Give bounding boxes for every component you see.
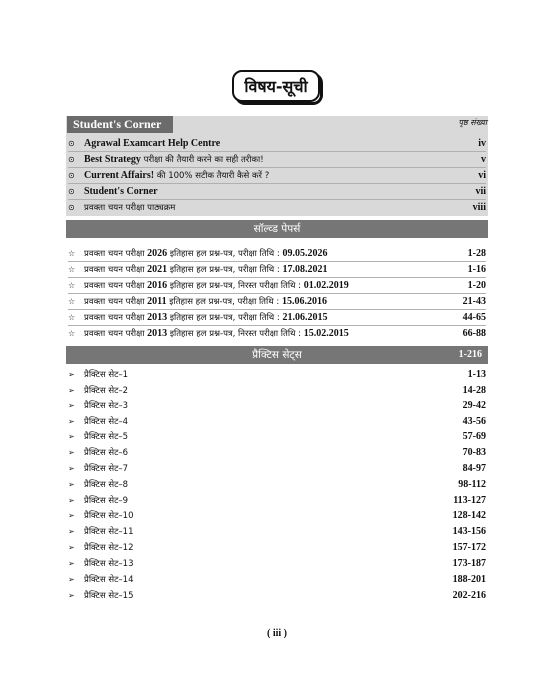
toc-entry-text: प्रैक्टिस सेट–7 bbox=[84, 463, 129, 474]
toc-row[interactable] bbox=[68, 444, 486, 460]
toc-row[interactable] bbox=[68, 413, 486, 429]
page-title-text: विषय-सूची bbox=[244, 77, 308, 96]
toc-page-number: 128-142 bbox=[452, 509, 486, 521]
toc-entry-text: Current Affairs! की 100% सटीक तैयारी कैसे करें ? bbox=[84, 169, 270, 181]
toc-entry-text: Best Strategy परीक्षा की तैयारी करने का सही तरीका! bbox=[84, 153, 264, 165]
toc-row[interactable] bbox=[68, 539, 486, 555]
toc-page-number: 66-88 bbox=[462, 327, 486, 339]
toc-page-number: 188-201 bbox=[452, 573, 486, 585]
arrow-bullet-icon: ➢ bbox=[68, 590, 75, 600]
toc-entry-text: प्रैक्टिस सेट–15 bbox=[84, 590, 134, 601]
toc-page-number: vi bbox=[478, 169, 486, 181]
toc-entry-text: प्रैक्टिस सेट–12 bbox=[84, 542, 134, 553]
solved-papers-heading-text: सॉल्व्ड पेपर्स bbox=[253, 223, 301, 235]
star-bullet-icon: ☆ bbox=[68, 248, 76, 258]
practice-sets-heading bbox=[66, 346, 488, 364]
circle-bullet-icon: ⊙ bbox=[68, 154, 75, 164]
toc-row[interactable] bbox=[68, 555, 486, 571]
toc-row[interactable] bbox=[68, 460, 486, 476]
toc-entry-text: प्रवक्ता चयन परीक्षा 2013 इतिहास हल प्रश्न-पत्र, परीक्षा तिथि : 21.06.2015 bbox=[84, 311, 328, 323]
toc-page-number: 143-156 bbox=[452, 525, 486, 537]
toc-row[interactable] bbox=[68, 277, 486, 294]
practice-sets-heading-text: प्रैक्टिस सेट्स bbox=[252, 349, 302, 361]
toc-entry-text: प्रैक्टिस सेट–3 bbox=[84, 400, 129, 411]
toc-row[interactable] bbox=[68, 325, 486, 341]
toc-page-number: 84-97 bbox=[462, 462, 486, 474]
toc-row[interactable] bbox=[68, 167, 486, 184]
toc-entry-text: प्रैक्टिस सेट–9 bbox=[84, 495, 129, 506]
toc-page-number: vii bbox=[475, 185, 486, 197]
toc-row[interactable] bbox=[68, 309, 486, 326]
toc-entry-text: प्रैक्टिस सेट–14 bbox=[84, 574, 134, 585]
toc-page-number: 157-172 bbox=[452, 541, 486, 553]
star-bullet-icon: ☆ bbox=[68, 264, 76, 274]
toc-entry-text: प्रवक्ता चयन परीक्षा 2011 इतिहास हल प्रश्न-पत्र, परीक्षा तिथि : 15.06.2016 bbox=[84, 295, 327, 307]
practice-sets-page-range: 1-216 bbox=[458, 349, 482, 360]
toc-page-number: 1-28 bbox=[467, 247, 486, 259]
arrow-bullet-icon: ➢ bbox=[68, 400, 75, 410]
toc-row[interactable] bbox=[68, 382, 486, 398]
toc-page-number: 21-43 bbox=[462, 295, 486, 307]
toc-entry-text: Agrawal Examcart Help Centre bbox=[84, 137, 221, 149]
toc-row[interactable] bbox=[68, 245, 486, 262]
circle-bullet-icon: ⊙ bbox=[68, 138, 75, 148]
toc-row[interactable] bbox=[68, 571, 486, 587]
toc-entry-text: प्रैक्टिस सेट–8 bbox=[84, 479, 129, 490]
toc-entry-text: प्रैक्टिस सेट–1 bbox=[84, 369, 129, 380]
arrow-bullet-icon: ➢ bbox=[68, 510, 75, 520]
circle-bullet-icon: ⊙ bbox=[68, 170, 75, 180]
toc-entry-text: प्रवक्ता चयन परीक्षा 2016 इतिहास हल प्रश्न-पत्र, निरस्त परीक्षा तिथि : 01.02.2019 bbox=[84, 279, 349, 291]
toc-page-number: 43-56 bbox=[462, 415, 486, 427]
star-bullet-icon: ☆ bbox=[68, 312, 76, 322]
arrow-bullet-icon: ➢ bbox=[68, 416, 75, 426]
arrow-bullet-icon: ➢ bbox=[68, 385, 75, 395]
toc-entry-text: प्रवक्ता चयन परीक्षा 2026 इतिहास हल प्रश्न-पत्र, परीक्षा तिथि : 09.05.2026 bbox=[84, 247, 328, 259]
toc-row[interactable] bbox=[68, 151, 486, 168]
toc-entry-text: प्रैक्टिस सेट–13 bbox=[84, 558, 134, 569]
page-number-column-label: पृष्ठ संख्या bbox=[458, 118, 487, 127]
toc-entry-text: प्रवक्ता चयन परीक्षा पाठ्यक्रम bbox=[84, 202, 176, 213]
toc-page-number: 14-28 bbox=[462, 384, 486, 396]
star-bullet-icon: ☆ bbox=[68, 296, 76, 306]
arrow-bullet-icon: ➢ bbox=[68, 558, 75, 568]
toc-page-number: 1-16 bbox=[467, 263, 486, 275]
toc-page-number: 1-13 bbox=[467, 368, 486, 380]
toc-page-number: 29-42 bbox=[462, 399, 486, 411]
arrow-bullet-icon: ➢ bbox=[68, 495, 75, 505]
toc-row[interactable] bbox=[68, 476, 486, 492]
toc-row[interactable] bbox=[68, 428, 486, 444]
star-bullet-icon: ☆ bbox=[68, 280, 76, 290]
arrow-bullet-icon: ➢ bbox=[68, 574, 75, 584]
toc-page-number: viii bbox=[472, 201, 486, 213]
toc-entry-text: प्रवक्ता चयन परीक्षा 2021 इतिहास हल प्रश्न-पत्र, परीक्षा तिथि : 17.08.2021 bbox=[84, 263, 328, 275]
toc-row[interactable] bbox=[68, 507, 486, 523]
toc-page-number: 98-112 bbox=[458, 478, 486, 490]
arrow-bullet-icon: ➢ bbox=[68, 479, 75, 489]
toc-page-number: 113-127 bbox=[453, 494, 486, 506]
star-bullet-icon: ☆ bbox=[68, 328, 76, 338]
arrow-bullet-icon: ➢ bbox=[68, 369, 75, 379]
toc-entry-text: प्रैक्टिस सेट–10 bbox=[84, 510, 134, 521]
arrow-bullet-icon: ➢ bbox=[68, 431, 75, 441]
solved-papers-heading bbox=[66, 220, 488, 238]
arrow-bullet-icon: ➢ bbox=[68, 463, 75, 473]
circle-bullet-icon: ⊙ bbox=[68, 202, 75, 212]
toc-row[interactable] bbox=[68, 135, 486, 152]
toc-page-number: v bbox=[481, 153, 486, 165]
toc-row[interactable] bbox=[68, 397, 486, 413]
page-number-footer: ( iii ) bbox=[267, 628, 287, 639]
toc-page-number: 44-65 bbox=[462, 311, 486, 323]
toc-entry-text: प्रैक्टिस सेट–4 bbox=[84, 416, 129, 427]
arrow-bullet-icon: ➢ bbox=[68, 526, 75, 536]
toc-page-number: 1-20 bbox=[467, 279, 486, 291]
toc-page-number: 202-216 bbox=[452, 589, 486, 601]
toc-page-number: 70-83 bbox=[462, 446, 486, 458]
arrow-bullet-icon: ➢ bbox=[68, 447, 75, 457]
toc-entry-text: प्रैक्टिस सेट–5 bbox=[84, 431, 129, 442]
toc-page-number: iv bbox=[478, 137, 486, 149]
toc-row[interactable] bbox=[68, 366, 486, 382]
toc-entry-text: प्रैक्टिस सेट–2 bbox=[84, 385, 129, 396]
toc-entry-text: Student's Corner bbox=[84, 185, 158, 197]
toc-row[interactable] bbox=[68, 183, 486, 200]
toc-row[interactable] bbox=[68, 261, 486, 278]
toc-page-number: 173-187 bbox=[452, 557, 486, 569]
circle-bullet-icon: ⊙ bbox=[68, 186, 75, 196]
toc-row[interactable] bbox=[68, 523, 486, 539]
toc-entry-text: प्रवक्ता चयन परीक्षा 2013 इतिहास हल प्रश्न-पत्र, निरस्त परीक्षा तिथि : 15.02.2015 bbox=[84, 327, 349, 339]
arrow-bullet-icon: ➢ bbox=[68, 542, 75, 552]
student-corner-heading: Student's Corner bbox=[67, 116, 173, 133]
toc-row[interactable] bbox=[68, 293, 486, 310]
toc-entry-text: प्रैक्टिस सेट–11 bbox=[84, 526, 134, 537]
page-title bbox=[232, 70, 320, 102]
toc-entry-text: प्रैक्टिस सेट–6 bbox=[84, 447, 129, 458]
toc-page-number: 57-69 bbox=[462, 430, 486, 442]
toc-row[interactable] bbox=[68, 492, 486, 508]
toc-row[interactable] bbox=[68, 199, 486, 215]
toc-row[interactable] bbox=[68, 587, 486, 603]
